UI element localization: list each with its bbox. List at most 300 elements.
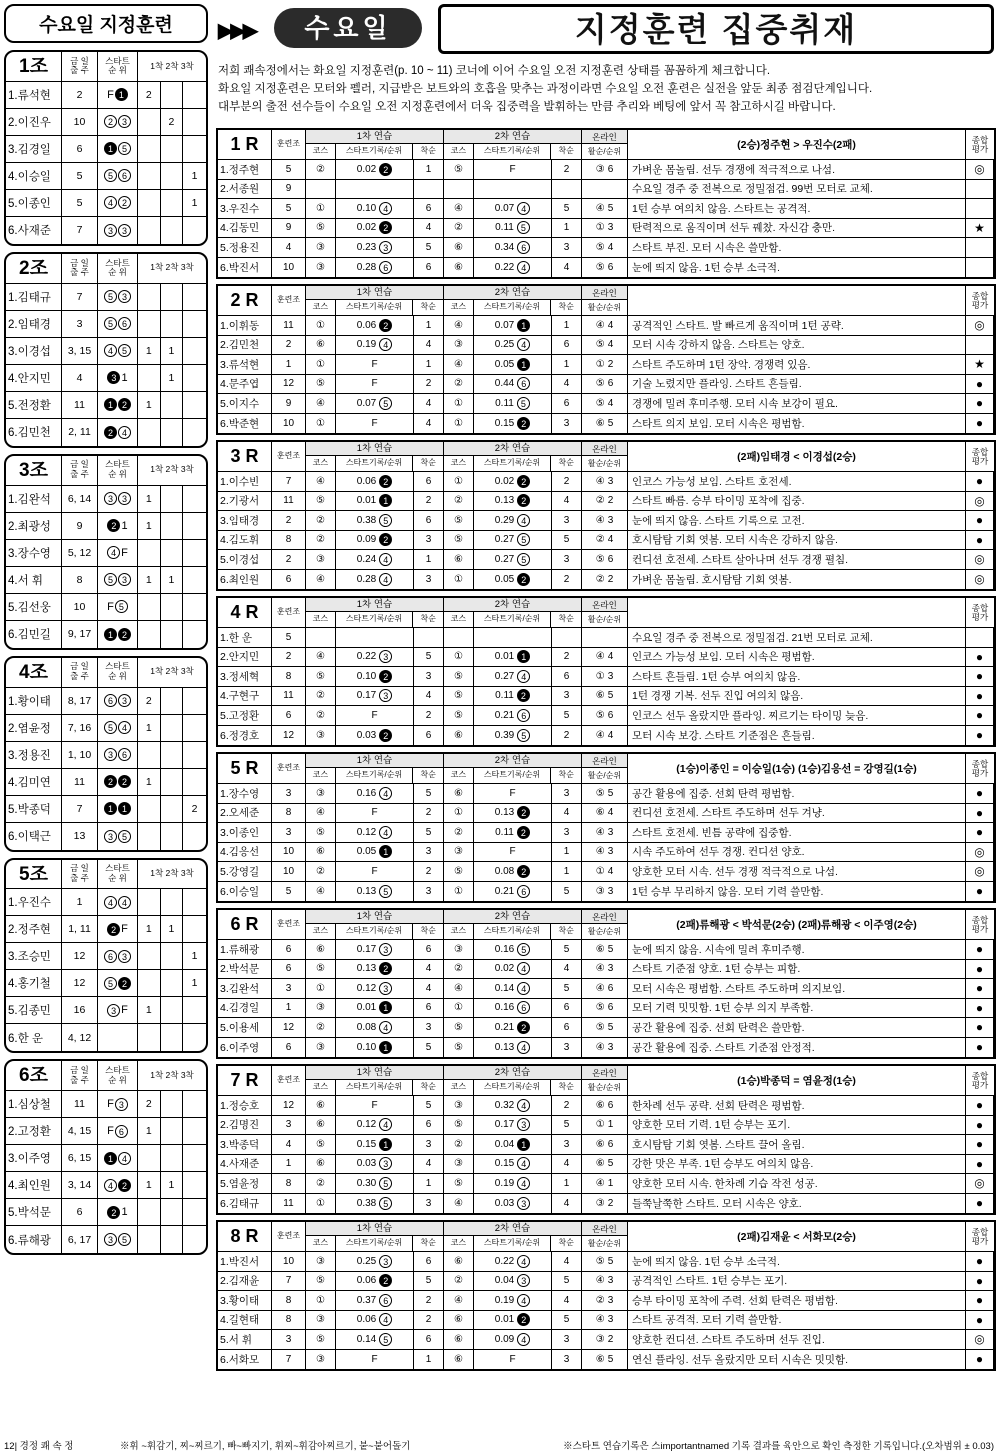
- practice2-course: ①: [444, 472, 474, 491]
- group-header: [6, 1061, 206, 1091]
- record-value: 0.02: [356, 222, 377, 234]
- record-value: F: [509, 787, 516, 799]
- record-value: F: [371, 417, 378, 429]
- practice1-finish: 5: [414, 823, 444, 842]
- finish-3rd: [183, 889, 206, 915]
- group-row[interactable]: [6, 889, 206, 916]
- training-group: 10: [272, 1252, 306, 1271]
- practice1-start-record: [336, 1252, 414, 1271]
- record-rank-badge: 3: [379, 1255, 392, 1268]
- racer-name: 5.이종인: [6, 190, 62, 216]
- record-value: 0.10: [356, 202, 377, 214]
- left-panel-title-box: [4, 4, 208, 43]
- group-row[interactable]: [6, 163, 206, 190]
- group-row[interactable]: [6, 284, 206, 311]
- start-badge-1: 6: [104, 694, 117, 707]
- col-header-finish-order: 착순: [558, 1238, 574, 1248]
- race-row[interactable]: [218, 414, 994, 434]
- practice2-start-record: [474, 1155, 552, 1174]
- col-header-finish-order: 착순: [420, 770, 436, 780]
- race-number: 3 R: [218, 442, 272, 471]
- group-row[interactable]: [6, 1199, 206, 1226]
- record-rank-badge: 2: [517, 417, 530, 430]
- race-row[interactable]: [218, 1252, 994, 1272]
- practice1-finish: 1: [414, 355, 444, 374]
- finish-1st: 2: [138, 688, 161, 714]
- finish-2nd: [161, 284, 184, 310]
- race-row[interactable]: [218, 1350, 994, 1370]
- start-rank: [98, 970, 138, 996]
- group-row[interactable]: [6, 513, 206, 540]
- racer-name: 1.김태규: [6, 284, 62, 310]
- online-rank: 2: [607, 358, 614, 370]
- scout-comment: 연신 플라잉. 선두 올랐지만 모터 시속은 밋밋함.: [628, 1350, 966, 1370]
- group-row[interactable]: [6, 1091, 206, 1118]
- training-group: 11: [272, 687, 306, 706]
- group-row[interactable]: [6, 136, 206, 163]
- group-row[interactable]: [6, 567, 206, 594]
- race-row[interactable]: [218, 511, 994, 531]
- finish-1st: [138, 1199, 161, 1225]
- group-row[interactable]: [6, 796, 206, 823]
- col-header-start-record: 스타트기록/순위: [474, 1080, 551, 1095]
- online-glide: ⑤: [595, 787, 605, 799]
- practice2-course: ④: [444, 199, 474, 218]
- race-matchup: (2승)정주현 > 우진수(2패): [628, 130, 966, 159]
- race-row[interactable]: [218, 394, 994, 414]
- race-row[interactable]: [218, 238, 994, 258]
- finish-3rd: [183, 621, 206, 648]
- race-row[interactable]: [218, 687, 994, 707]
- race-row[interactable]: [218, 784, 994, 804]
- overall-eval: ●: [966, 1116, 994, 1135]
- practice2-finish: 1: [552, 843, 582, 862]
- record-value: 0.16: [356, 787, 377, 799]
- online-rank: 4: [607, 865, 614, 877]
- race-matchup: [628, 598, 966, 627]
- practice1-start-record: [336, 1018, 414, 1037]
- online-stats: [582, 784, 628, 803]
- col-header-practice-1: 1차 연습 코스 스타트기록/순위 착순: [306, 442, 444, 471]
- scout-comment: 모터 시속 강하지 않음. 스타트는 양호.: [628, 336, 966, 355]
- group-row[interactable]: [6, 419, 206, 446]
- entry-count: 5, 12: [62, 540, 98, 566]
- overall-eval: ●: [966, 1135, 994, 1154]
- group-row[interactable]: [6, 916, 206, 943]
- practice2-course: ③: [444, 336, 474, 355]
- practice2-start-record: [474, 550, 552, 569]
- footer-legend: ※휘 ~휘감기, 찌~찌르기, 빠~빠지기, 휘찌~휘감아찌르기, 붙~붙어돌기: [120, 1441, 411, 1452]
- col-header-start-record: 스타트기록/순위: [474, 456, 551, 471]
- practice1-start-record: [336, 550, 414, 569]
- online-rank: 3: [607, 885, 614, 897]
- online-stats: [582, 1311, 628, 1330]
- col-header-finish: 1착 2착 3착: [150, 262, 194, 273]
- start-rank: [98, 796, 138, 822]
- finish-2nd: [161, 190, 184, 216]
- race-row[interactable]: [218, 960, 994, 980]
- race-row[interactable]: [218, 979, 994, 999]
- practice1-course: ⑤: [306, 1135, 336, 1154]
- start-rank: [98, 163, 138, 189]
- group-row[interactable]: [6, 540, 206, 567]
- race-matchup: (2패)김재윤 < 서화모(2승): [628, 1222, 966, 1251]
- group-row[interactable]: [6, 1118, 206, 1145]
- training-group: 3: [272, 823, 306, 842]
- racer-name: 3.황이태: [218, 1291, 272, 1310]
- race-row[interactable]: [218, 999, 994, 1019]
- practice2-start-record: [474, 1252, 552, 1271]
- start-rank: [98, 284, 138, 310]
- col-header-finish-order: 착순: [558, 146, 574, 156]
- scout-comment: 스타트 주도하며 1턴 장악. 경쟁력 있음.: [628, 355, 966, 374]
- record-value: 0.06: [356, 1314, 377, 1326]
- overall-eval: ●: [966, 394, 994, 413]
- race-row[interactable]: [218, 706, 994, 726]
- online-glide: ⑤: [595, 709, 605, 721]
- scout-comment: 공간 활용에 집중. 스타트 기준점 안정적.: [628, 1038, 966, 1058]
- race-row[interactable]: [218, 199, 994, 219]
- race-row[interactable]: [218, 1135, 994, 1155]
- race-block-5: [216, 752, 996, 903]
- online-rank: 5: [607, 1353, 614, 1365]
- race-row[interactable]: [218, 648, 994, 668]
- record-rank-badge: 5: [379, 514, 392, 527]
- group-row[interactable]: [6, 943, 206, 970]
- practice2-course: ③: [444, 1155, 474, 1174]
- online-rank: 5: [607, 1158, 614, 1170]
- racer-name: 6.이승일: [218, 882, 272, 902]
- training-group: 2: [272, 648, 306, 667]
- col-header-course: 코스: [444, 1236, 474, 1251]
- race-row[interactable]: [218, 258, 994, 278]
- group-box-5: [4, 858, 208, 1054]
- racer-name: 4.김응선: [218, 843, 272, 862]
- finish-1st: [138, 419, 161, 446]
- race-row[interactable]: [218, 219, 994, 239]
- record-rank-badge: 5: [379, 1197, 392, 1210]
- race-block-3: [216, 440, 996, 591]
- start-badge-2: 2: [118, 628, 131, 641]
- race-row[interactable]: [218, 570, 994, 590]
- race-row[interactable]: [218, 316, 994, 336]
- start-badge-2: 3: [115, 1098, 128, 1111]
- practice1-finish: [414, 180, 444, 199]
- finish-2nd: [161, 1118, 184, 1144]
- race-row[interactable]: [218, 336, 994, 356]
- race-row[interactable]: [218, 843, 994, 863]
- racer-name: 6.이택근: [6, 823, 62, 850]
- finish-1st: [138, 970, 161, 996]
- group-header: [6, 254, 206, 284]
- finish-3rd: [183, 392, 206, 418]
- race-row[interactable]: [218, 940, 994, 960]
- col-header-start-record: 스타트기록/순위: [336, 924, 413, 939]
- group-row[interactable]: [6, 823, 206, 850]
- group-row[interactable]: [6, 688, 206, 715]
- record-value: 0.21: [494, 885, 515, 897]
- group-header: [6, 52, 206, 82]
- group-row[interactable]: [6, 365, 206, 392]
- group-row[interactable]: [6, 217, 206, 244]
- finish-1st: 1: [138, 486, 161, 512]
- online-rank: 3: [607, 222, 614, 234]
- online-rank: 6: [607, 1099, 614, 1111]
- record-value: 0.11: [495, 222, 514, 234]
- group-row[interactable]: [6, 997, 206, 1024]
- finish-2nd: [161, 163, 184, 189]
- race-row[interactable]: [218, 180, 994, 200]
- race-row[interactable]: [218, 375, 994, 395]
- practice2-finish: 5: [552, 199, 582, 218]
- start-badge-1: 1: [104, 802, 117, 815]
- race-row[interactable]: [218, 355, 994, 375]
- race-header: [218, 754, 994, 784]
- scout-comment: 경쟁에 밀려 후미주행. 모터 시속 보강이 필요.: [628, 394, 966, 413]
- start-badge-2: 3: [118, 115, 131, 128]
- overall-eval: ◎: [966, 843, 994, 862]
- record-rank-badge: 5: [517, 221, 530, 234]
- race-row[interactable]: [218, 628, 994, 648]
- start-badge-2: 5: [118, 142, 131, 155]
- group-row[interactable]: [6, 486, 206, 513]
- online-rank: 3: [607, 826, 614, 838]
- group-row[interactable]: [6, 392, 206, 419]
- online-stats: [582, 160, 628, 179]
- finish-2nd: [161, 943, 184, 969]
- practice1-start-record: [336, 1135, 414, 1154]
- online-glide: ④: [595, 963, 605, 975]
- race-row[interactable]: [218, 1291, 994, 1311]
- practice2-course: ①: [444, 882, 474, 902]
- group-row[interactable]: [6, 82, 206, 109]
- race-header: [218, 442, 994, 472]
- group-row[interactable]: [6, 970, 206, 997]
- training-group: 6: [272, 706, 306, 725]
- practice2-start-record: [474, 492, 552, 511]
- practice1-course: ③: [306, 1311, 336, 1330]
- race-row[interactable]: [218, 882, 994, 902]
- start-rank: [98, 889, 138, 915]
- col-header-online: 온라인 활순/순위: [582, 442, 628, 471]
- practice1-start-record: [336, 823, 414, 842]
- scout-comment: 탄력적으로 움직이며 선두 꿰찼. 자신감 충만.: [628, 219, 966, 238]
- race-row[interactable]: [218, 1311, 994, 1331]
- scout-comment: 스타트 호전세. 빈틈 공략에 집중함.: [628, 823, 966, 842]
- group-row[interactable]: [6, 742, 206, 769]
- race-row[interactable]: [218, 550, 994, 570]
- race-header: [218, 1066, 994, 1096]
- group-row[interactable]: [6, 715, 206, 742]
- finish-1st: [138, 284, 161, 310]
- record-value: 0.39: [494, 729, 515, 741]
- overall-eval: ●: [966, 882, 994, 902]
- race-row[interactable]: [218, 1018, 994, 1038]
- online-rank: 5: [607, 202, 614, 214]
- online-stats: [582, 531, 628, 550]
- start-rank: [98, 217, 138, 244]
- online-stats: [582, 1116, 628, 1135]
- col-header-finish-order: 착순: [558, 614, 574, 624]
- group-row[interactable]: [6, 311, 206, 338]
- practice1-course: ②: [306, 1018, 336, 1037]
- group-row[interactable]: [6, 1024, 206, 1051]
- racer-name: 2.김명진: [218, 1116, 272, 1135]
- record-rank-badge: 4: [517, 202, 530, 215]
- start-badge-2: 6: [118, 317, 131, 330]
- finish-2nd: [161, 419, 184, 446]
- race-matchup: [628, 286, 966, 315]
- group-row[interactable]: [6, 109, 206, 136]
- race-header: [218, 598, 994, 628]
- start-badge-2: 3: [118, 492, 131, 505]
- race-row[interactable]: [218, 1174, 994, 1194]
- online-rank: 4: [607, 339, 614, 351]
- overall-eval: ●: [966, 687, 994, 706]
- entry-count: 12: [62, 943, 98, 969]
- group-row[interactable]: [6, 621, 206, 648]
- col-header-course: 코스: [444, 768, 474, 783]
- online-glide: ⑥: [595, 417, 605, 429]
- training-group: 6: [272, 940, 306, 959]
- group-number: 1조: [6, 52, 62, 81]
- online-glide: ⑤: [595, 339, 605, 351]
- record-rank-badge: 1: [517, 650, 530, 663]
- finish-3rd: [183, 284, 206, 310]
- practice2-start-record: [474, 1174, 552, 1193]
- race-row[interactable]: [218, 1194, 994, 1214]
- group-row[interactable]: [6, 1145, 206, 1172]
- record-value: 0.07: [356, 397, 377, 409]
- practice1-start-record: [336, 219, 414, 238]
- race-row[interactable]: [218, 804, 994, 824]
- group-row[interactable]: [6, 338, 206, 365]
- finish-1st: [138, 540, 161, 566]
- practice2-course: ⑥: [444, 258, 474, 278]
- start-badge-1: F: [107, 600, 114, 613]
- col-header-course: 코스: [306, 768, 336, 783]
- entry-count: 5: [62, 163, 98, 189]
- start-badge-2: 1: [121, 371, 128, 384]
- start-rank: [98, 715, 138, 741]
- race-row[interactable]: [218, 862, 994, 882]
- online-rank: 6: [607, 378, 614, 390]
- race-row[interactable]: [218, 1116, 994, 1136]
- scout-comment: 공격적인 스타트. 발 빠르게 움직이며 1턴 공략.: [628, 316, 966, 335]
- training-group: 5: [272, 199, 306, 218]
- race-row[interactable]: [218, 160, 994, 180]
- record-value: 0.21: [494, 709, 515, 721]
- race-row[interactable]: [218, 1038, 994, 1058]
- scout-comment: 기술 노렸지만 플라잉. 스타트 흔들림.: [628, 375, 966, 394]
- finish-2nd: [161, 688, 184, 714]
- practice1-course: ⑥: [306, 1096, 336, 1115]
- finish-3rd: [183, 742, 206, 768]
- race-row[interactable]: [218, 472, 994, 492]
- practice2-finish: 3: [552, 1135, 582, 1154]
- online-glide: ⑥: [595, 1138, 605, 1150]
- record-value: F: [371, 358, 378, 370]
- record-rank-badge: 1: [379, 1041, 392, 1054]
- racer-name: 6.한 운: [6, 1024, 62, 1051]
- finish-3rd: [183, 1118, 206, 1144]
- group-row[interactable]: [6, 594, 206, 621]
- practice2-start-record: [474, 726, 552, 746]
- weekday-pill: 수요일: [274, 8, 422, 48]
- racer-name: 2.임태경: [6, 311, 62, 337]
- race-row[interactable]: [218, 1330, 994, 1350]
- record-rank-badge: 6: [517, 885, 530, 898]
- race-row[interactable]: [218, 667, 994, 687]
- overall-eval: ◎: [966, 160, 994, 179]
- training-group: 2: [272, 550, 306, 569]
- record-value: F: [509, 1353, 516, 1365]
- group-row[interactable]: [6, 190, 206, 217]
- finish-3rd: [183, 769, 206, 795]
- racer-name: 4.김경일: [218, 999, 272, 1018]
- racer-name: 3.이종인: [218, 823, 272, 842]
- entry-count: 12: [62, 970, 98, 996]
- record-value: 0.27: [494, 670, 515, 682]
- practice1-start-record: [336, 882, 414, 902]
- group-row[interactable]: [6, 1172, 206, 1199]
- online-rank: 5: [607, 1255, 614, 1267]
- racer-name: 3.김완석: [218, 979, 272, 998]
- race-row[interactable]: [218, 1155, 994, 1175]
- finish-1st: [138, 594, 161, 620]
- practice1-finish: 3: [414, 843, 444, 862]
- race-row[interactable]: [218, 531, 994, 551]
- race-row[interactable]: [218, 1272, 994, 1292]
- entry-count: 5: [62, 190, 98, 216]
- start-badge-1: 4: [104, 896, 117, 909]
- record-value: F: [371, 1353, 378, 1365]
- racer-name: 3.임태경: [218, 511, 272, 530]
- practice2-finish: 1: [552, 1174, 582, 1193]
- finish-1st: [138, 1226, 161, 1253]
- overall-eval: ●: [966, 1272, 994, 1291]
- racer-name: 5.정용진: [218, 238, 272, 257]
- practice2-start-record: [474, 823, 552, 842]
- col-header-start-record: 스타트기록/순위: [474, 144, 551, 159]
- practice2-course: [444, 628, 474, 647]
- practice2-course: ⑤: [444, 531, 474, 550]
- start-badge-1: 5: [104, 317, 117, 330]
- scout-comment: 눈에 띄지 않음. 1턴 승부 소극적.: [628, 1252, 966, 1271]
- practice1-course: ②: [306, 706, 336, 725]
- race-row[interactable]: [218, 726, 994, 746]
- start-rank: [98, 190, 138, 216]
- practice1-finish: 6: [414, 472, 444, 491]
- practice2-finish: [552, 180, 582, 199]
- practice1-start-record: [336, 570, 414, 590]
- col-header-entries: 금 일 출 주: [62, 254, 98, 283]
- group-number: 3조: [6, 456, 62, 485]
- group-row[interactable]: [6, 769, 206, 796]
- race-row[interactable]: [218, 492, 994, 512]
- practice1-start-record: [336, 316, 414, 335]
- group-row[interactable]: [6, 1226, 206, 1253]
- race-row[interactable]: [218, 823, 994, 843]
- record-rank-badge: 1: [517, 1138, 530, 1151]
- race-row[interactable]: [218, 1096, 994, 1116]
- practice1-start-record: [336, 940, 414, 959]
- practice1-finish: 4: [414, 687, 444, 706]
- scout-comment: 가벼운 몸놀림. 호시탐탐 기회 엿봄.: [628, 570, 966, 590]
- practice1-course: ⑤: [306, 823, 336, 842]
- finish-1st: 1: [138, 513, 161, 539]
- finish-3rd: [183, 1024, 206, 1051]
